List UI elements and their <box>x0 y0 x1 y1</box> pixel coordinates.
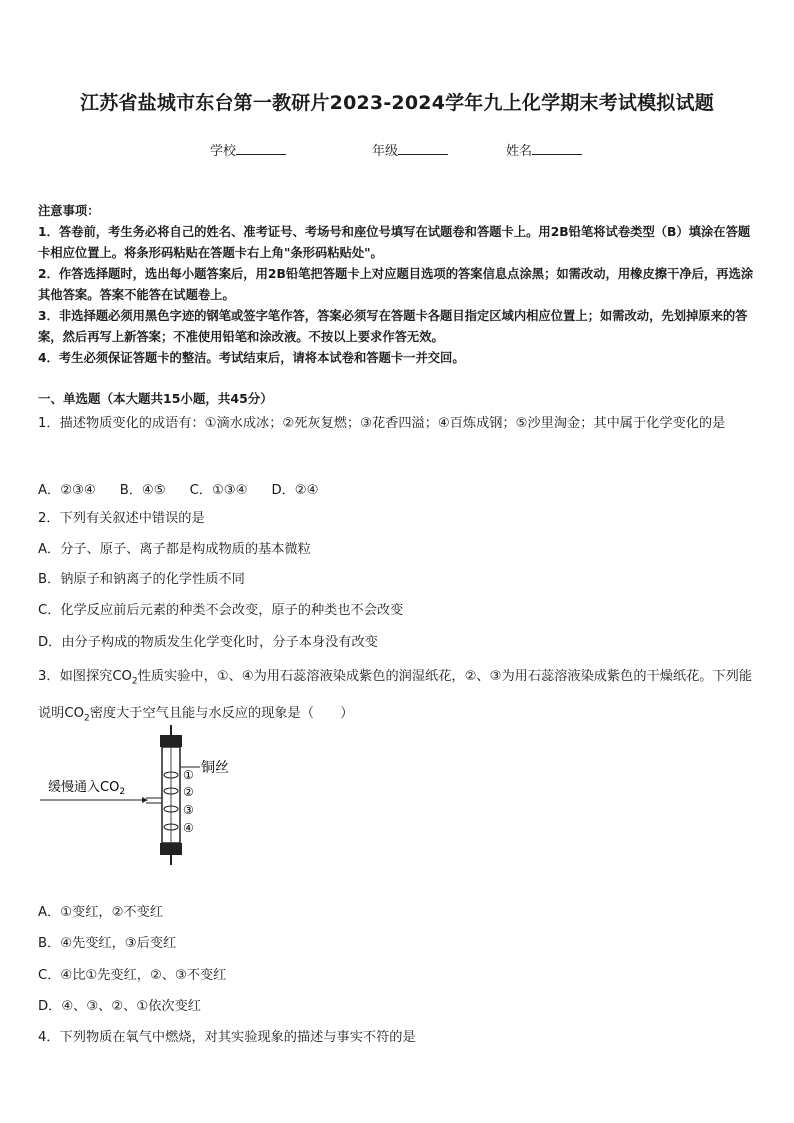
question-3-stem: 3．如图探究$CO_2$性质实验中，①、④为用石蕊溶液染成紫色的润湿纸花，②、③为用石蕊溶液染成紫色的干燥纸花。下列能说明$CO_2$密度大于空气且能与水反应的现象是（ ） <box>38 669 753 724</box>
q2-option-d[interactable]: D．由分子构成的物质发生化学变化时，分子本身没有改变 <box>38 635 378 650</box>
section-heading: 一、单选题（本大题共15小题，共45分） <box>38 391 273 406</box>
q2-option-b[interactable]: B．钠原子和钠离子的化学性质不同 <box>38 572 245 587</box>
q2-option-a[interactable]: A．分子、原子、离子都是构成物质的基本微粒 <box>38 542 311 557</box>
school-field[interactable] <box>210 140 286 159</box>
co2-experiment-figure <box>38 725 258 870</box>
marker-4: ④ <box>183 821 194 835</box>
question-2-stem: 2．下列有关叙述中错误的是 <box>38 511 205 526</box>
name-blank[interactable] <box>532 142 582 155</box>
q1-option-a[interactable]: A．②③④ <box>38 483 96 498</box>
marker-2: ② <box>183 785 194 799</box>
grade-field[interactable] <box>372 140 448 159</box>
question-1-stem: 1．描述物质变化的成语有：①滴水成冰；②死灰复燃；③花香四溢；④百炼成钢；⑤沙里淘金；其中属于化学变化的是 <box>38 416 726 431</box>
notice-item: 1．答卷前，考生务必将自己的姓名、准考证号、考场号和座位号填写在试题卷和答题卡上。用2B铅笔将试卷类型（B）填涂在答题卡相应位置上。将条形码粘贴在答题卡右上角"条形码粘贴处"。 <box>38 225 751 260</box>
q3-option-a[interactable]: A．①变红，②不变红 <box>38 905 163 920</box>
exam-title: 江苏省盐城市东台第一教研片2023-2024学年九上化学期末考试模拟试题 <box>80 92 714 114</box>
q3-option-c[interactable]: C．④比①先变红，②、③不变红 <box>38 968 227 983</box>
q3-option-d[interactable]: D．④、③、②、①依次变红 <box>38 999 201 1014</box>
notice-item: 2．作答选择题时，选出每小题答案后，用2B铅笔把答题卡上对应题目选项的答案信息点涂黑；如需改动，用橡皮擦干净后，再选涂其他答案。答案不能答在试题卷上。 <box>38 267 754 302</box>
grade-blank[interactable] <box>398 142 448 155</box>
notice-item: 4．考生必须保证答题卡的整洁。考试结束后，请将本试卷和答题卡一并交回。 <box>38 351 465 365</box>
q1-option-b[interactable]: B．④⑤ <box>119 483 166 498</box>
name-label: 姓名 <box>506 144 533 159</box>
name-field[interactable] <box>506 140 582 159</box>
inlet-label: 缓慢通入$CO_2$ <box>48 780 126 797</box>
bottom-stopper <box>160 843 182 855</box>
notice-heading: 注意事项： <box>38 204 100 218</box>
grade-label: 年级 <box>372 144 399 159</box>
wire-label: 铜丝 <box>201 760 229 776</box>
school-label: 学校 <box>210 144 237 159</box>
notice-block <box>38 201 760 369</box>
marker-1: ① <box>183 768 194 782</box>
question-4-stem: 4．下列物质在氧气中燃烧，对其实验现象的描述与事实不符的是 <box>38 1030 416 1045</box>
question-1-options <box>38 479 342 498</box>
q1-option-c[interactable]: C．①③④ <box>189 483 248 498</box>
top-stopper <box>160 735 182 747</box>
q1-option-d[interactable]: D．②④ <box>271 483 319 498</box>
school-blank[interactable] <box>236 142 286 155</box>
marker-3: ③ <box>183 803 194 817</box>
q2-option-c[interactable]: C．化学反应前后元素的种类不会改变，原子的种类也不会改变 <box>38 603 404 618</box>
notice-item: 3．非选择题必须用黑色字迹的钢笔或签字笔作答，答案必须写在答题卡各题目指定区域内相应位置上；如需改动，先划掉原来的答案，然后再写上新答案；不准使用铅笔和涂改液。不按以上要求作答无效。 <box>38 309 748 344</box>
q3-option-b[interactable]: B．④先变红，③后变红 <box>38 936 177 951</box>
